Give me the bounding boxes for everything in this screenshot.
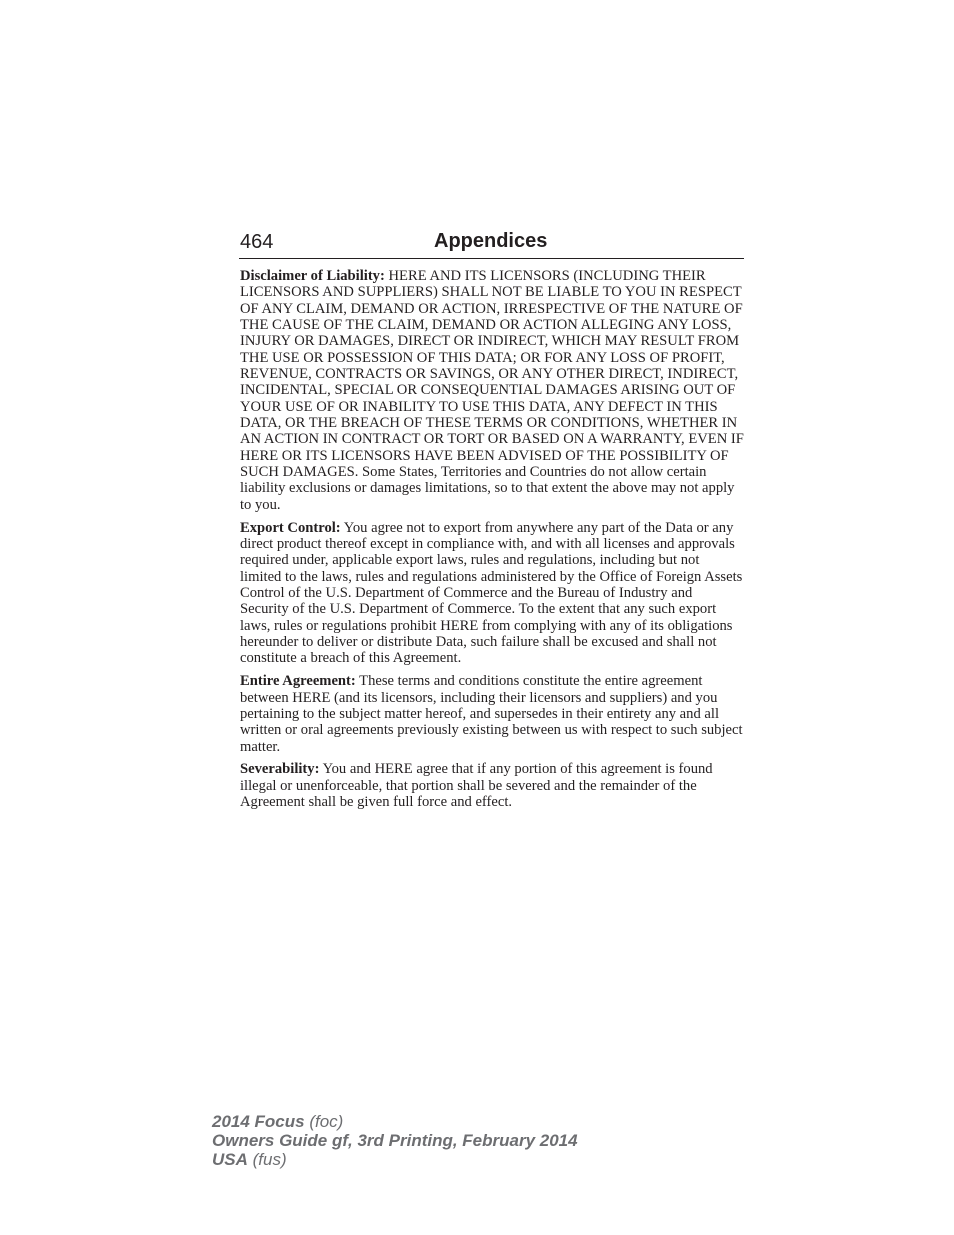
paragraph-text: These terms and conditions constitute the entire agreement between HERE (and its licensors, including their licensors and suppliers) and you pertaining to the subject matter hereof, and supersedes in their entirety any and all written or oral agreements previously existing between us with respect to such subject matter.: [240, 673, 743, 755]
footer-model-code: (foc): [309, 1112, 344, 1131]
paragraph-text: You and HERE agree that if any portion of this agreement is found illegal or unenforceable, that portion shall be severed and the remainder of the Agreement shall be given full force and effect.: [240, 761, 713, 811]
footer-market-code: (fus): [252, 1150, 287, 1169]
paragraph-entire-agreement: [240, 673, 744, 755]
footer-guide-line: Owners Guide gf, 3rd Printing, February 2014: [212, 1131, 578, 1150]
paragraph-label: Severability:: [240, 761, 320, 778]
paragraph-text: HERE AND ITS LICENSORS (INCLUDING THEIR LICENSORS AND SUPPLIERS) SHALL NOT BE LIABLE TO YOU IN RESPECT OF ANY CLAIM, DEMAND OR ACTION, IRRESPECTIVE OF THE NATURE OF THE CAUSE OF THE CLAIM, DEMAND OR ACTION ALLEGING ANY LOSS, INJURY OR DAMAGES, DIRECT OR INDIRECT, WHICH MAY RESULT FROM THE USE OR POSSESSION OF THIS DATA; OR FOR ANY LOSS OF PROFIT, REVENUE, CONTRACTS OR SAVINGS, OR ANY OTHER DIRECT, INDIRECT, INCIDENTAL, SPECIAL OR CONSEQUENTIAL DAMAGES ARISING OUT OF YOUR USE OF OR INABILITY TO USE THIS DATA, ANY DEFECT IN THIS DATA, OR THE BREACH OF THESE TERMS OR CONDITIONS, WHETHER IN AN ACTION IN CONTRACT OR TORT OR BASED ON A WARRANTY, EVEN IF HERE OR ITS LICENSORS HAVE BEEN ADVISED OF THE POSSIBILITY OF SUCH DAMAGES. Some States, Territories and Countries do not allow certain liability exclusions or damages limitations, so to that extent the above may not apply to you.: [240, 268, 744, 513]
footer-model-line: [212, 1112, 578, 1131]
footer-model: 2014 Focus: [212, 1112, 305, 1131]
paragraph-export-control: [240, 520, 744, 667]
section-title: Appendices: [434, 230, 548, 252]
footer-market-line: [212, 1150, 578, 1169]
paragraph-severability: [240, 761, 744, 810]
page-header: [239, 228, 744, 259]
paragraph-text: You agree not to export from anywhere any part of the Data or any direct product thereof except in compliance with, and with all licenses and approvals required under, applicable export laws, rules and regulations, including but not limited to the laws, rules and regulations administered by the Office of Foreign Assets Control of the U.S. Department of Commerce and the Bureau of Industry and Security of the U.S. Department of Commerce. To the extent that any such export laws, rules or regulations prohibit HERE from complying with any of its obligations hereunder to deliver or distribute Data, such failure shall be excused and shall not constitute a breach of this Agreement.: [240, 519, 743, 667]
page-footer: [212, 1112, 578, 1169]
paragraph-label: Entire Agreement:: [240, 673, 356, 690]
paragraph-label: Export Control:: [240, 519, 341, 536]
footer-market: USA: [212, 1150, 248, 1169]
paragraph-label: Disclaimer of Liability:: [240, 268, 385, 284]
document-body: [240, 268, 744, 817]
page-number: 464: [240, 231, 274, 253]
paragraph-disclaimer-of-liability: [240, 268, 744, 513]
